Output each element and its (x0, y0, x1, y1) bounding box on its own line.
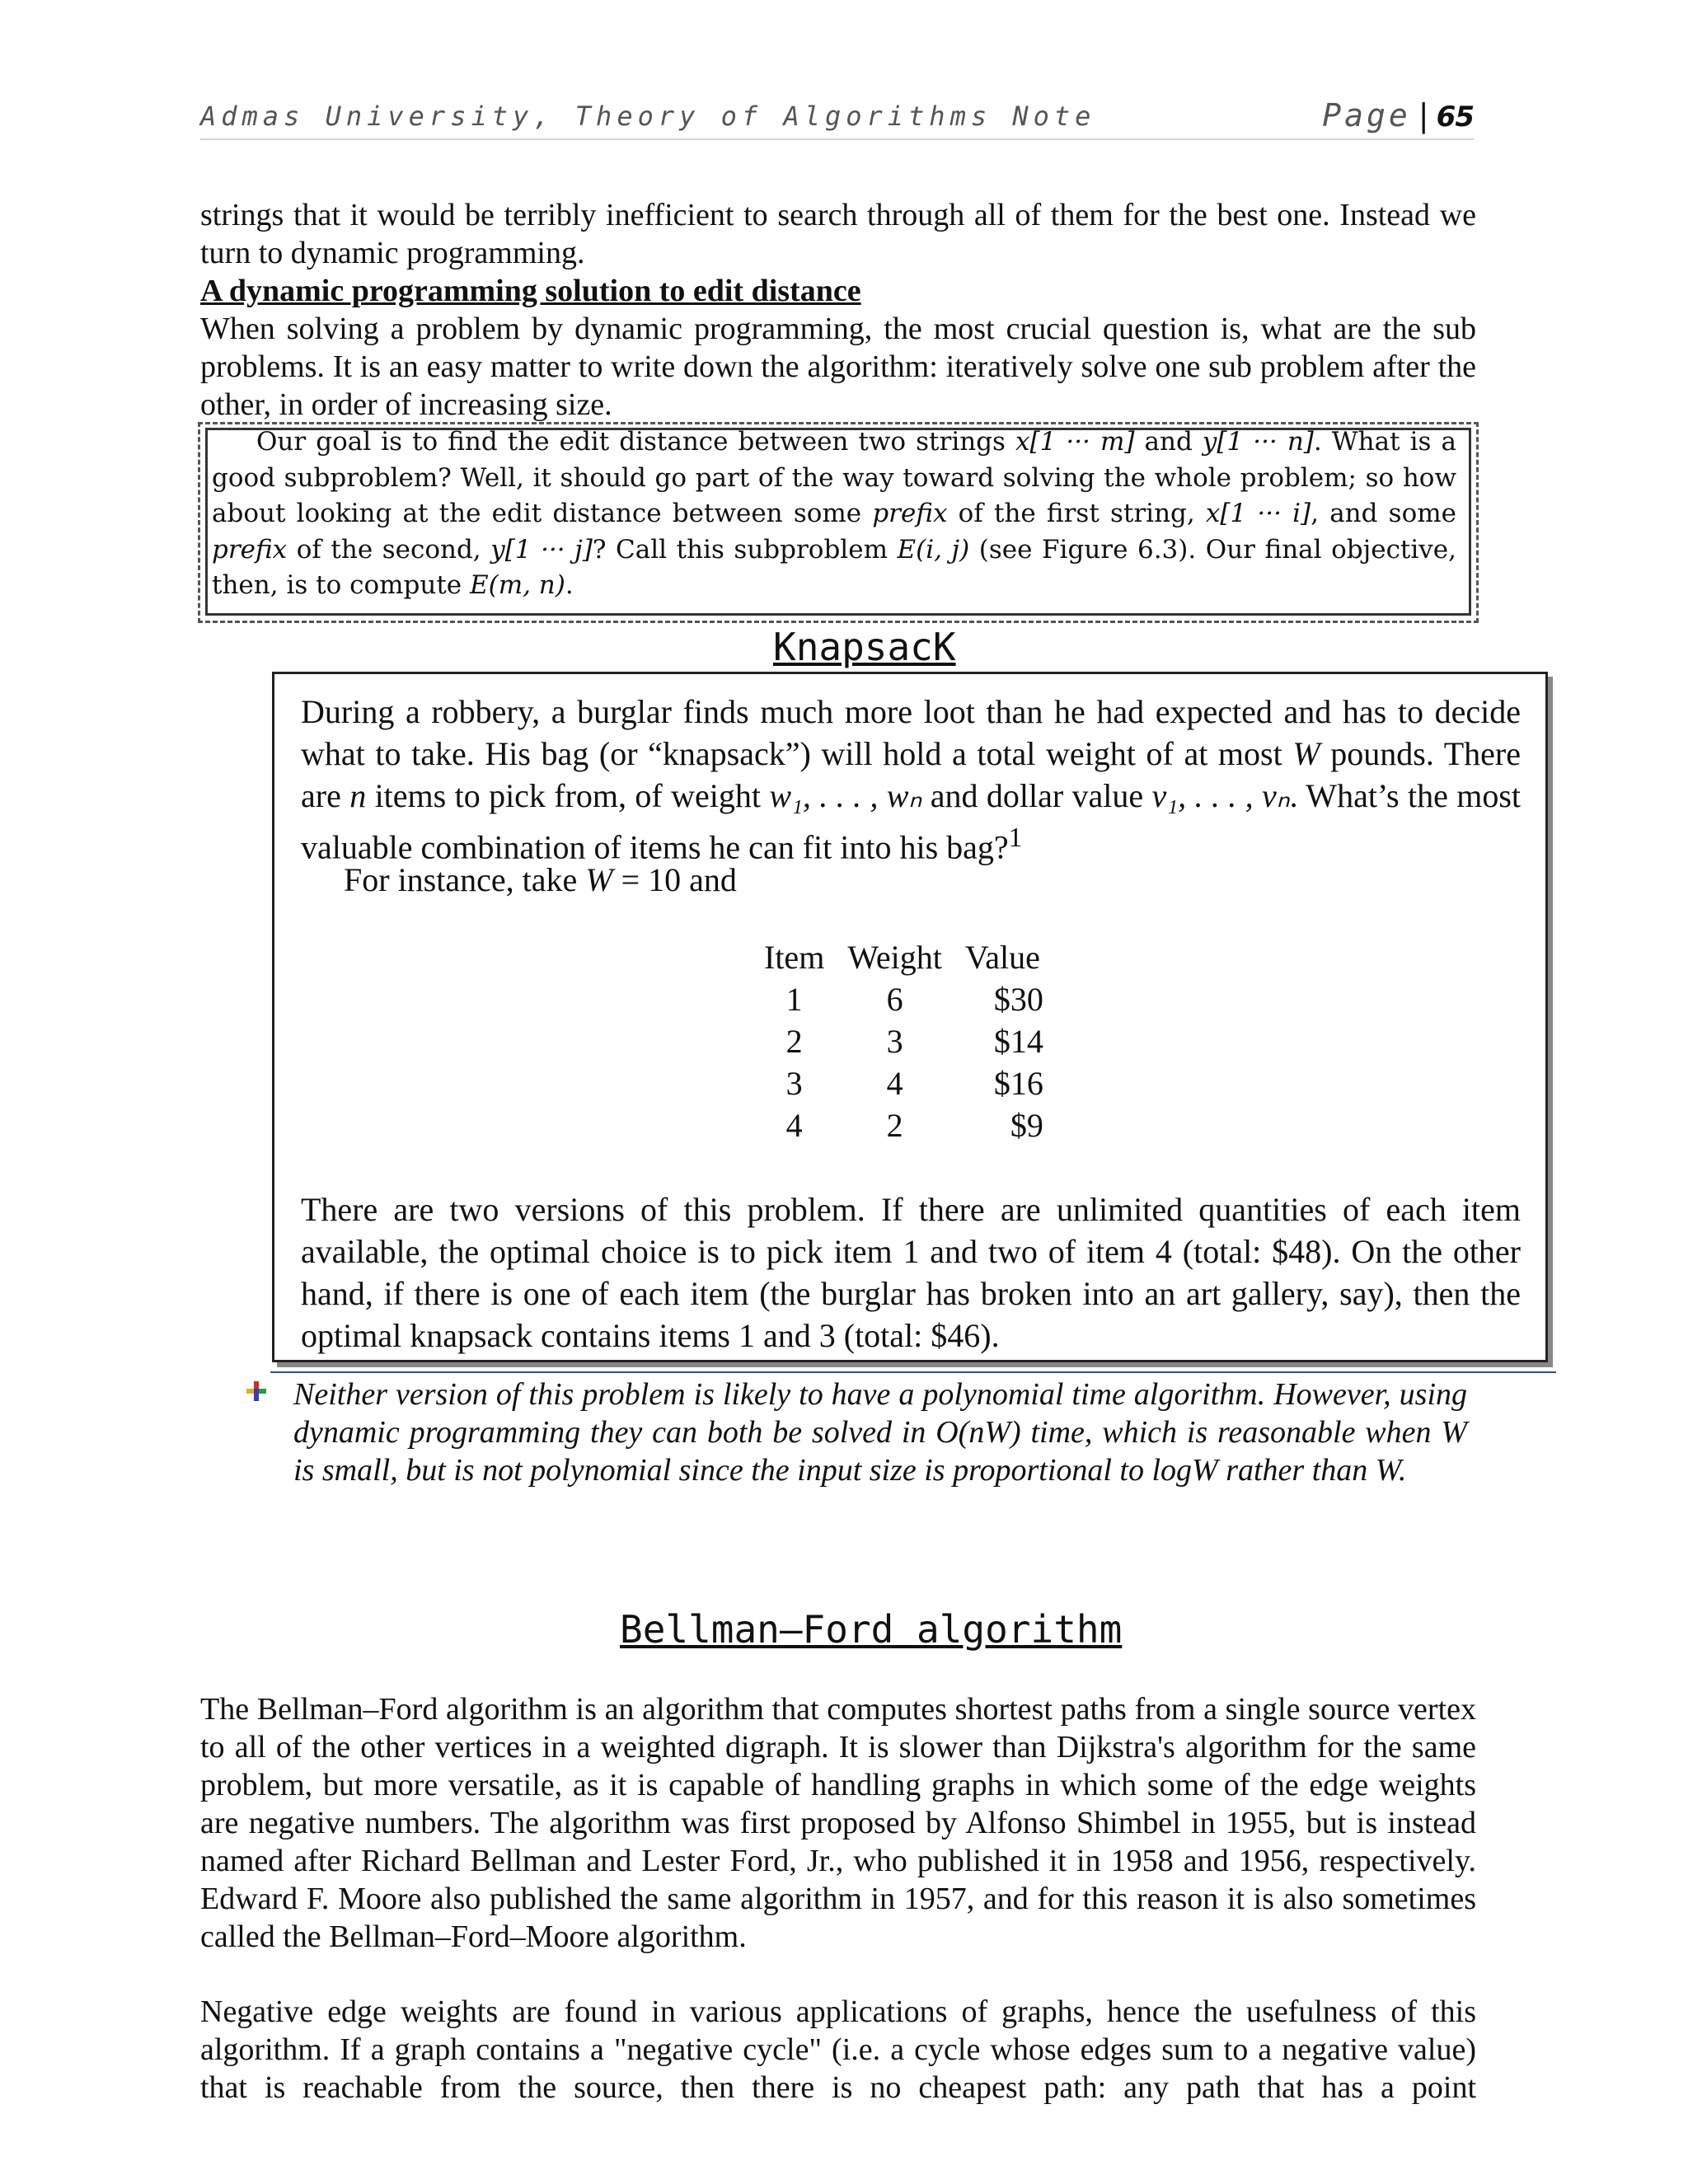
table-header-weight: Weight (847, 939, 942, 976)
dp-paragraph: When solving a problem by dynamic programming, the most crucial question is, what are the sub problems. It is an easy matter to write down the algorithm: iteratively solve one sub problem after the other, in order of increasing size. (200, 312, 1476, 422)
bellman-ford-title: Bellman–Ford algorithm (620, 1607, 1123, 1652)
knapsack-excerpt (272, 672, 1548, 1362)
table-cell: 3 (886, 1023, 903, 1060)
edit-distance-subheading: A dynamic programming solution to edit distance (200, 274, 861, 308)
table-header-item: Item (764, 939, 825, 976)
table-cell: $16 (993, 1065, 1043, 1102)
table-cell: 6 (886, 981, 903, 1018)
header-page-separator: | (1414, 97, 1433, 134)
intro-paragraph: strings that it would be terribly inefficient to search through all of them for the best one. Instead we turn to dynamic programming. (200, 198, 1476, 270)
table-cell: 2 (785, 1023, 803, 1060)
header-page-label: Page (1322, 97, 1411, 134)
bullet-plus-icon (246, 1380, 267, 1402)
edit-distance-excerpt-text: Our goal is to find the edit distance between two strings x[1 ··· m] and y[1 ··· n]. What is a good subproblem? Well, it should go part of the way toward solving the whole problem; so how about looking at the edit distance between some prefix of the first string, x[1 ··· i], and some prefix of the second, y[1 ··· j]? Call this subproblem E(i, j) (see Figure 6.3). Our final objective, then, is to compute E(m, n). (212, 427, 1457, 600)
header-page-number (1322, 97, 1474, 134)
table-row (753, 1020, 1052, 1062)
table-cell: $14 (993, 1023, 1043, 1060)
table-cell: $9 (1010, 1107, 1043, 1144)
table-header-row (753, 936, 1052, 978)
table-cell: $30 (993, 981, 1043, 1018)
knapsack-problem-text: During a robbery, a burglar finds much more loot than he had expected and has to decide what to take. His bag (or “knapsack”) will hold a total weight of at most W pounds. There are n items to pick from, of weight w₁, . . . , wₙ and dollar value v₁, . . . , vₙ. What’s the most valuable combination of items he can fit into his bag?$^1$ (301, 693, 1522, 866)
knapsack-title: KnapsacK (773, 625, 956, 669)
table-cell: 1 (785, 981, 803, 1018)
header-page-value: 65 (1436, 101, 1474, 134)
table-cell: 4 (785, 1107, 803, 1144)
table-cell: 4 (886, 1065, 903, 1102)
header-title: Admas University, Theory of Algorithms Note (200, 101, 1096, 132)
table-cell: 3 (785, 1065, 803, 1102)
page-header (200, 99, 1474, 140)
knapsack-versions-text: There are two versions of this problem. If there are unlimited quantities of each item available, the optimal choice is to pick item 1 and two of item 4 (total: $48). On the other hand, if there is one of each item (the burglar has broken into an art gallery, say), then the optimal knapsack contains items 1 and 3 (total: $46). (301, 1191, 1521, 1354)
knapsack-instance-text: For instance, take W = 10 and (344, 861, 737, 898)
table-cell: 2 (886, 1107, 903, 1144)
table-row (753, 978, 1052, 1020)
table-header-value: Value (964, 939, 1040, 976)
table-row (753, 1062, 1052, 1104)
edit-distance-excerpt (198, 422, 1479, 623)
complexity-note: Neither version of this problem is likely to have a polynomial time algorithm. However, using dynamic programming they can both be solved in O(nW) time, which is reasonable when W is small, but is not polynomial since the input size is proportional to logW rather than W. (293, 1377, 1467, 1488)
knapsack-items-table (753, 936, 1052, 1146)
table-row (753, 1104, 1052, 1146)
bellman-ford-paragraph-2: Negative edge weights are found in various applications of graphs, hence the usefulness of this algorithm. If a graph contains a "negative cycle" (i.e. a cycle whose edges sum to a negative value) that is reachable from the source, then there is no cheapest path: any path that has a point (200, 1994, 1476, 2105)
bellman-ford-paragraph-1: The Bellman–Ford algorithm is an algorithm that computes shortest paths from a single source vertex to all of the other vertices in a weighted digraph. It is slower than Dijkstra's algorithm for the same problem, but more versatile, as it is capable of handling graphs in which some of the edge weights are negative numbers. The algorithm was first proposed by Alfonso Shimbel in 1955, but is instead named after Richard Bellman and Lester Ford, Jr., who published it in 1958 and 1956, respectively. Edward F. Moore also published the same algorithm in 1957, and for this reason it is also sometimes called the Bellman–Ford–Moore algorithm. (200, 1692, 1476, 1954)
section-divider (270, 1371, 1556, 1373)
